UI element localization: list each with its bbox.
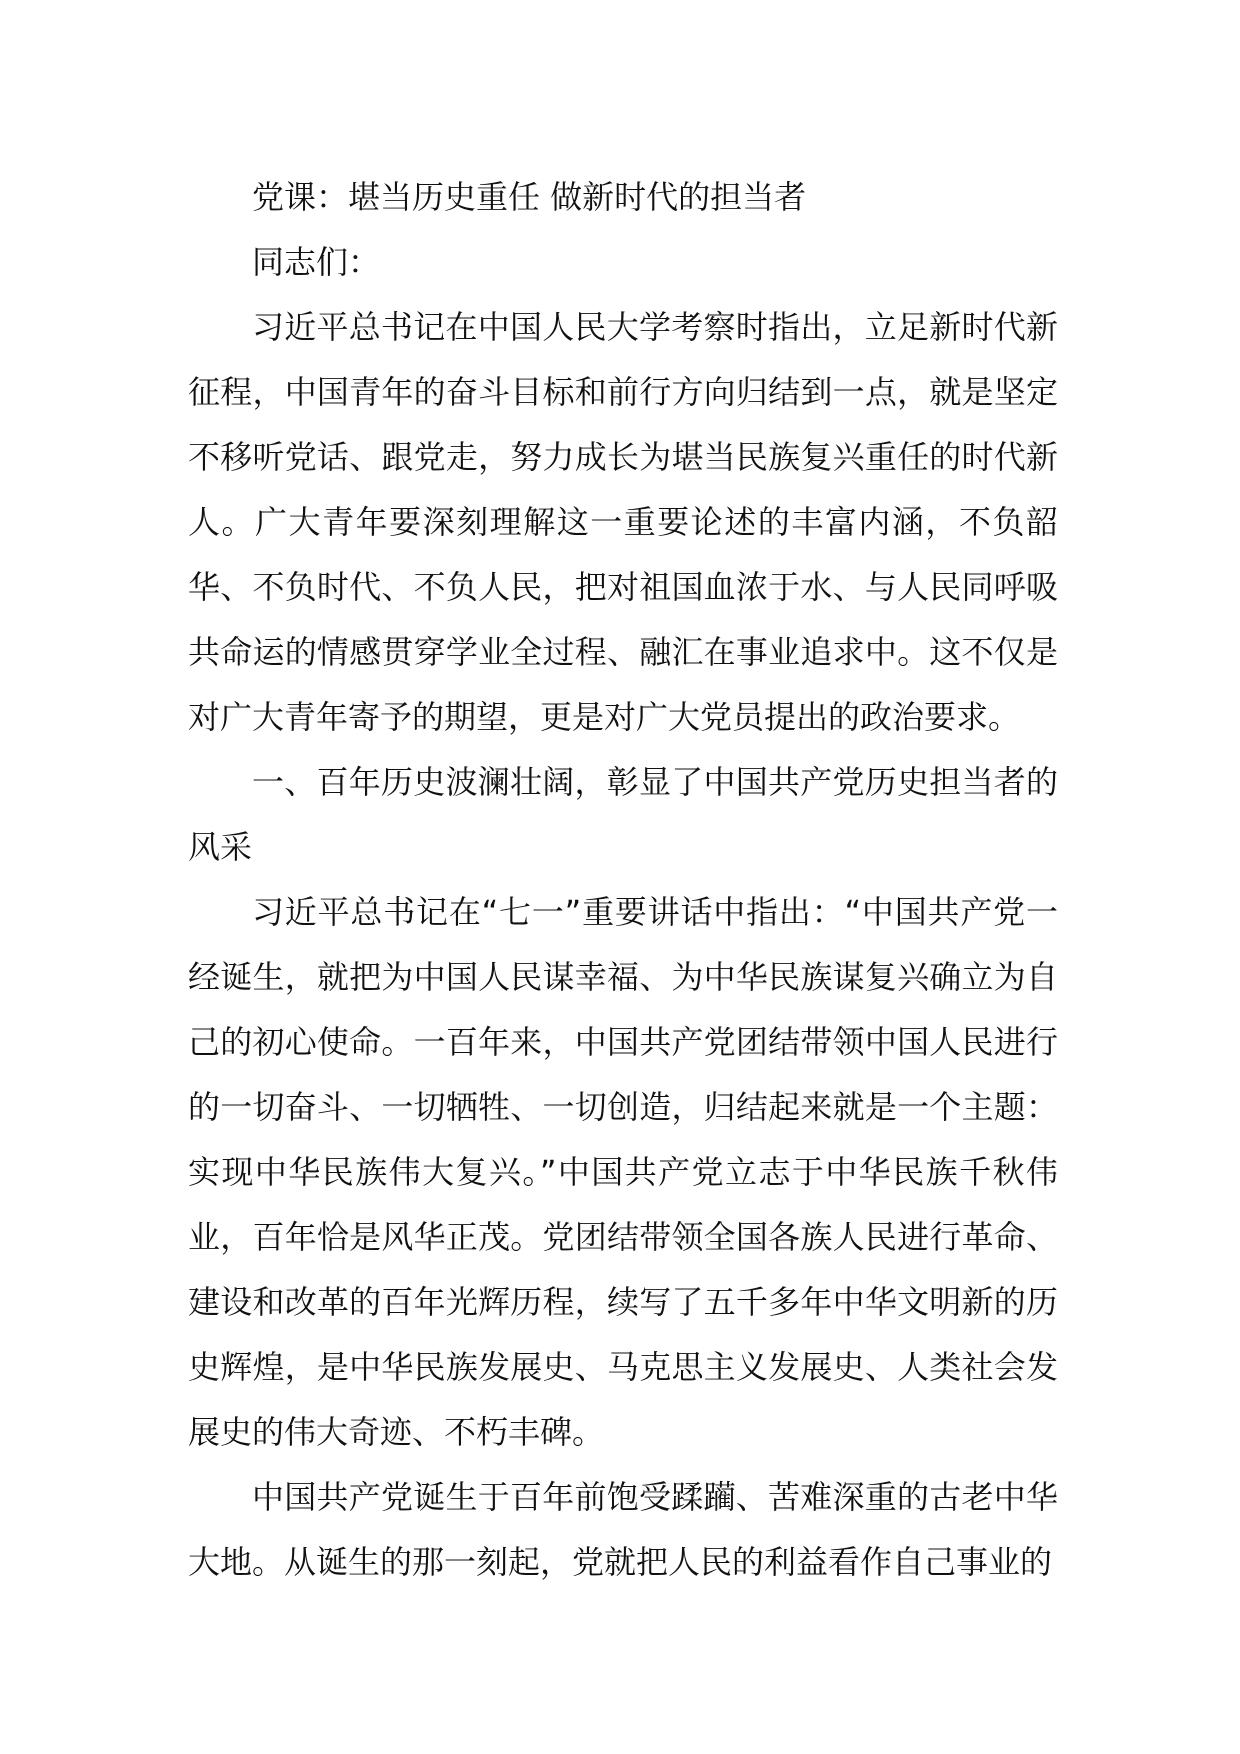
salutation: 同志们：	[252, 243, 381, 281]
section-heading-1: 一、百年历史波澜壮阔，彰显了中国共产党历史担当者的风采	[188, 763, 1058, 866]
paragraph-intro: 习近平总书记在中国人民大学考察时指出，立足新时代新征程，中国青年的奋斗目标和前行方向归结到一点，就是坚定不移听党话、跟党走，努力成长为堪当民族复兴重任的时代新人。广大青年要深刻理解这一重要论述的丰富内涵，不负韶华、不负时代、不负人民，把对祖国血浓于水、与人民同呼吸共命运的情感贯穿学业全过程、融汇在事业追求中。这不仅是对广大青年寄予的期望，更是对广大党员提出的政治要求。	[188, 308, 1058, 736]
document-body	[188, 165, 1058, 1595]
paragraph-july-first-speech: 习近平总书记在“七一”重要讲话中指出：“中国共产党一经诞生，就把为中国人民谋幸福、为中华民族谋复兴确立为自己的初心使命。一百年来，中国共产党团结带领中国人民进行的一切奋斗、一切牺牲、一切创造，归结起来就是一个主题：实现中华民族伟大复兴。”中国共产党立志于中华民族千秋伟业，百年恰是风华正茂。党团结带领全国各族人民进行革命、建设和改革的百年光辉历程，续写了五千多年中华文明新的历史辉煌，是中华民族发展史、马克思主义发展史、人类社会发展史的伟大奇迹、不朽丰碑。	[188, 893, 1058, 1451]
paragraph-party-founding: 中国共产党诞生于百年前饱受蹂躏、苦难深重的古老中华大地。从诞生的那一刻起，党就把人民的利益看作自己事业的	[188, 1478, 1058, 1581]
document-title: 党课：堪当历史重任 做新时代的担当者	[252, 178, 807, 216]
